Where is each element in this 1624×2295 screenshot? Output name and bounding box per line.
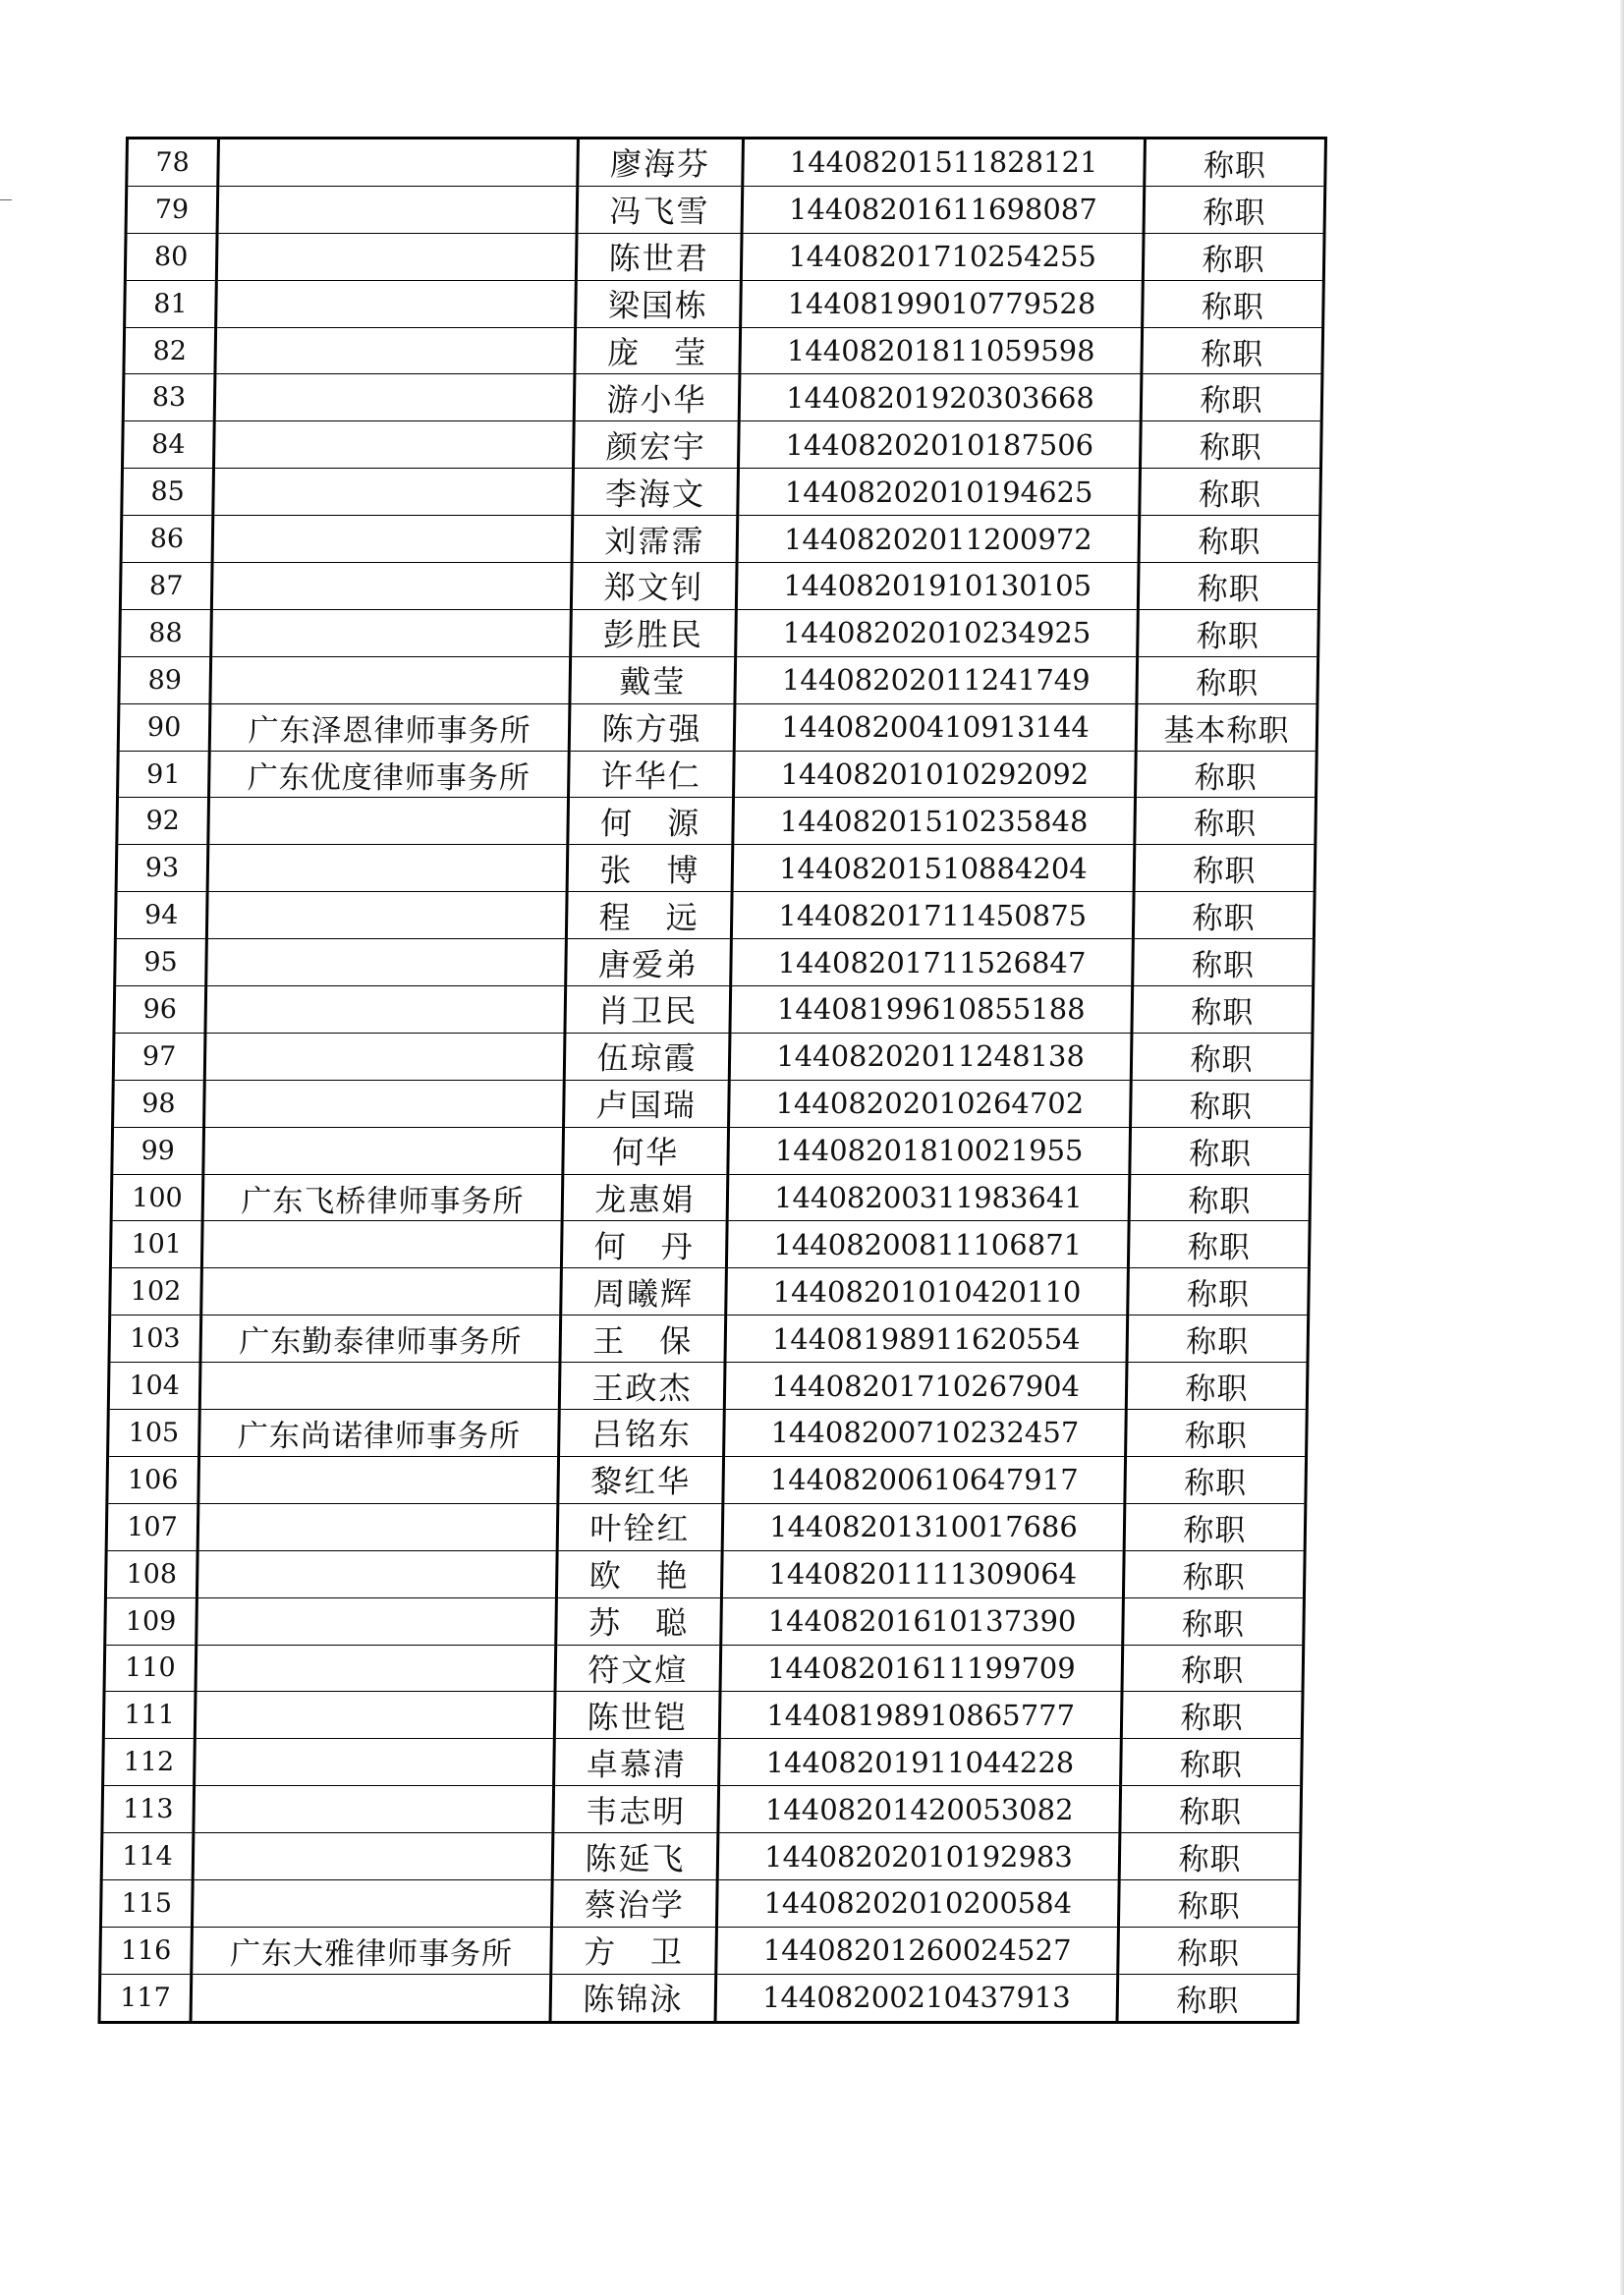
table-row xyxy=(120,563,1319,610)
row-number-cell: 86 xyxy=(121,516,213,563)
lawyer-name-cell: 王政杰 xyxy=(559,1363,725,1410)
table-row xyxy=(124,327,1323,374)
law-firm-cell xyxy=(218,139,579,187)
license-number-cell: 14408201310017686 xyxy=(722,1503,1125,1550)
lawyer-name-cell: 叶铨红 xyxy=(557,1503,723,1550)
table-row xyxy=(119,656,1318,703)
lawyer-name-cell: 陈延飞 xyxy=(552,1833,718,1880)
law-firm-cell: 广东勤泰律师事务所 xyxy=(200,1315,561,1363)
law-firm-cell xyxy=(208,798,569,845)
assessment-result-cell: 称职 xyxy=(1140,469,1321,516)
table-row xyxy=(113,1033,1313,1080)
law-firm-cell xyxy=(192,1879,552,1927)
lawyer-name-cell: 方 卫 xyxy=(551,1927,717,1974)
law-firm-cell xyxy=(191,1974,551,2022)
row-number-cell: 105 xyxy=(108,1410,200,1457)
license-number-cell: 14408202010192983 xyxy=(717,1833,1120,1880)
lawyer-name-cell: 陈锦泳 xyxy=(550,1974,716,2022)
lawyer-name-cell: 何 丹 xyxy=(561,1221,727,1268)
lawyer-name-cell: 欧 艳 xyxy=(556,1550,722,1597)
row-number-cell: 106 xyxy=(107,1456,199,1503)
row-number-cell: 88 xyxy=(120,609,212,656)
lawyer-name-cell: 卓慕清 xyxy=(554,1739,720,1786)
assessment-result-cell: 称职 xyxy=(1118,1927,1300,1974)
lawyer-name-cell: 彭胜民 xyxy=(571,609,737,656)
law-firm-cell xyxy=(217,186,578,233)
table-row xyxy=(122,421,1321,469)
license-number-cell: 14408202010264702 xyxy=(729,1080,1132,1127)
lawyer-name-cell: 许华仁 xyxy=(569,751,735,798)
row-number-cell: 89 xyxy=(119,656,211,703)
license-number-cell: 14408200311983641 xyxy=(727,1174,1130,1221)
lawyer-name-cell: 游小华 xyxy=(574,374,740,421)
lawyer-name-cell: 刘霈霈 xyxy=(572,516,738,563)
table-row xyxy=(115,939,1315,986)
law-firm-cell xyxy=(213,421,574,469)
assessment-result-cell: 称职 xyxy=(1143,233,1324,280)
assessment-result-cell: 称职 xyxy=(1123,1597,1305,1645)
law-firm-cell xyxy=(203,1127,564,1174)
license-number-cell: 14408200610647917 xyxy=(723,1456,1126,1503)
assessment-result-cell: 称职 xyxy=(1125,1456,1307,1503)
lawyer-name-cell: 王 保 xyxy=(560,1315,726,1363)
table-row xyxy=(123,374,1322,421)
table-row xyxy=(106,1503,1306,1550)
table-row xyxy=(115,892,1315,939)
lawyer-name-cell: 韦志明 xyxy=(553,1786,719,1833)
lawyer-name-cell: 李海文 xyxy=(573,469,739,516)
row-number-cell: 95 xyxy=(115,939,207,986)
license-number-cell: 14408202011241749 xyxy=(735,656,1138,703)
lawyer-name-cell: 黎红华 xyxy=(558,1456,724,1503)
lawyer-name-cell: 苏 聪 xyxy=(556,1597,722,1645)
law-firm-cell xyxy=(195,1739,555,1786)
law-firm-cell xyxy=(194,1786,554,1833)
license-number-cell: 14408199010779528 xyxy=(741,280,1144,327)
table-row xyxy=(118,703,1317,751)
assessment-result-cell: 称职 xyxy=(1140,421,1321,469)
lawyer-name-cell: 卢国瑞 xyxy=(564,1080,730,1127)
row-number-cell: 111 xyxy=(103,1692,196,1739)
row-number-cell: 101 xyxy=(110,1221,202,1268)
assessment-result-cell: 称职 xyxy=(1131,1033,1313,1080)
license-number-cell: 14408201810021955 xyxy=(728,1127,1131,1174)
table-row xyxy=(103,1692,1303,1739)
license-number-cell: 14408202010187506 xyxy=(738,421,1141,469)
table-row xyxy=(107,1456,1307,1503)
assessment-result-cell: 称职 xyxy=(1135,798,1316,845)
assessment-result-cell: 称职 xyxy=(1131,1080,1313,1127)
license-number-cell: 14408201710254255 xyxy=(741,233,1144,280)
license-number-cell: 14408201910130105 xyxy=(736,563,1139,610)
row-number-cell: 83 xyxy=(123,374,215,421)
law-firm-cell xyxy=(212,516,573,563)
lawyer-name-cell: 梁国栋 xyxy=(576,280,742,327)
lawyer-name-cell: 庞 莹 xyxy=(575,327,741,374)
row-number-cell: 94 xyxy=(115,892,207,939)
license-number-cell: 14408200710232457 xyxy=(724,1410,1127,1457)
row-number-cell: 99 xyxy=(112,1127,204,1174)
margin-tick-mark xyxy=(0,199,12,200)
license-number-cell: 14408201610137390 xyxy=(721,1597,1124,1645)
lawyer-name-cell: 郑文钊 xyxy=(571,563,737,610)
law-firm-cell xyxy=(201,1221,562,1268)
table-row xyxy=(108,1363,1308,1410)
assessment-result-cell: 称职 xyxy=(1139,516,1320,563)
law-firm-cell xyxy=(196,1550,557,1597)
assessment-result-cell: 称职 xyxy=(1128,1221,1310,1268)
law-firm-cell xyxy=(213,469,574,516)
table-row xyxy=(110,1221,1310,1268)
table-row xyxy=(112,1127,1312,1174)
assessment-result-cell: 称职 xyxy=(1143,280,1324,327)
row-number-cell: 78 xyxy=(127,139,219,187)
law-firm-cell xyxy=(211,609,572,656)
row-number-cell: 85 xyxy=(122,469,214,516)
row-number-cell: 112 xyxy=(103,1739,196,1786)
lawyer-name-cell: 程 远 xyxy=(566,892,732,939)
license-number-cell: 14408201611698087 xyxy=(742,186,1145,233)
lawyer-name-cell: 颜宏宇 xyxy=(573,421,739,469)
license-number-cell: 14408200410913144 xyxy=(734,703,1137,751)
lawyer-name-cell: 陈方强 xyxy=(569,703,735,751)
law-firm-cell xyxy=(197,1503,558,1550)
assessment-result-cell: 称职 xyxy=(1118,1879,1300,1927)
assessment-result-cell: 称职 xyxy=(1133,892,1315,939)
table-row xyxy=(117,798,1316,845)
assessment-result-cell: 称职 xyxy=(1138,563,1319,610)
lawyer-name-cell: 何华 xyxy=(563,1127,729,1174)
assessment-result-cell: 称职 xyxy=(1127,1315,1309,1363)
row-number-cell: 96 xyxy=(114,986,206,1034)
assessment-result-cell: 称职 xyxy=(1136,751,1317,798)
row-number-cell: 87 xyxy=(120,563,212,610)
table-row xyxy=(116,845,1316,892)
license-number-cell: 14408201511828121 xyxy=(743,139,1146,187)
law-firm-cell xyxy=(211,563,572,610)
law-firm-cell xyxy=(196,1597,557,1645)
license-number-cell: 14408201711526847 xyxy=(731,939,1134,986)
law-firm-cell xyxy=(216,280,577,327)
assessment-result-cell: 称职 xyxy=(1145,139,1326,187)
table-row xyxy=(114,986,1314,1034)
license-number-cell: 14408200210437913 xyxy=(715,1974,1118,2022)
table-row xyxy=(125,280,1324,327)
license-number-cell: 14408201510235848 xyxy=(733,798,1136,845)
law-firm-cell xyxy=(214,374,575,421)
lawyer-name-cell: 廖海芬 xyxy=(578,139,744,187)
table-body xyxy=(99,139,1325,2023)
license-number-cell: 14408201920303668 xyxy=(739,374,1142,421)
law-firm-cell xyxy=(193,1833,553,1880)
assessment-result-cell: 称职 xyxy=(1134,845,1316,892)
lawyer-name-cell: 周曦辉 xyxy=(561,1268,727,1315)
lawyer-name-cell: 蔡治学 xyxy=(551,1879,717,1927)
table-row xyxy=(105,1597,1305,1645)
license-number-cell: 14408201010420110 xyxy=(726,1268,1129,1315)
license-number-cell: 14408201260024527 xyxy=(716,1927,1119,1974)
law-firm-cell xyxy=(205,986,566,1034)
assessment-result-cell: 称职 xyxy=(1129,1174,1311,1221)
row-number-cell: 79 xyxy=(126,186,218,233)
scan-edge-shadow xyxy=(1620,0,1624,2295)
assessment-result-cell: 称职 xyxy=(1120,1786,1302,1833)
assessment-result-cell: 称职 xyxy=(1121,1692,1303,1739)
row-number-cell: 93 xyxy=(116,845,208,892)
table-row xyxy=(101,1833,1301,1880)
row-number-cell: 116 xyxy=(100,1927,193,1974)
row-number-cell: 117 xyxy=(99,1974,192,2022)
law-firm-cell xyxy=(198,1456,559,1503)
assessment-result-cell: 称职 xyxy=(1122,1645,1304,1692)
assessment-result-cell: 称职 xyxy=(1117,1974,1299,2022)
row-number-cell: 91 xyxy=(118,751,210,798)
license-number-cell: 14408202010200584 xyxy=(716,1879,1119,1927)
assessment-result-cell: 称职 xyxy=(1128,1268,1310,1315)
row-number-cell: 90 xyxy=(118,703,210,751)
row-number-cell: 109 xyxy=(105,1597,197,1645)
table-row xyxy=(120,609,1319,656)
law-firm-cell: 广东尚诺律师事务所 xyxy=(199,1410,560,1457)
table-row xyxy=(104,1645,1304,1692)
assessment-result-cell: 称职 xyxy=(1121,1739,1303,1786)
row-number-cell: 92 xyxy=(117,798,209,845)
table-row xyxy=(110,1268,1310,1315)
license-number-cell: 14408202010234925 xyxy=(736,609,1139,656)
lawyer-name-cell: 吕铭东 xyxy=(559,1410,725,1457)
table-row xyxy=(100,1879,1300,1927)
table-row xyxy=(105,1550,1305,1597)
license-number-cell: 14408201710267904 xyxy=(724,1363,1127,1410)
lawyer-assessment-table xyxy=(98,137,1327,2024)
license-number-cell: 14408202011248138 xyxy=(729,1033,1132,1080)
lawyer-name-cell: 唐爱弟 xyxy=(566,939,732,986)
table-row xyxy=(118,751,1317,798)
law-firm-cell xyxy=(210,656,571,703)
table-row xyxy=(125,233,1324,280)
license-number-cell: 14408201420053082 xyxy=(718,1786,1121,1833)
lawyer-name-cell: 陈世铠 xyxy=(554,1692,720,1739)
law-firm-cell xyxy=(204,1080,565,1127)
law-firm-cell xyxy=(206,892,567,939)
lawyer-name-cell: 肖卫民 xyxy=(565,986,731,1034)
license-number-cell: 14408202010194625 xyxy=(738,469,1141,516)
row-number-cell: 97 xyxy=(113,1033,205,1080)
row-number-cell: 102 xyxy=(110,1268,202,1315)
license-number-cell: 14408198910865777 xyxy=(719,1692,1122,1739)
row-number-cell: 80 xyxy=(125,233,217,280)
assessment-result-cell: 称职 xyxy=(1126,1363,1308,1410)
table-row xyxy=(111,1174,1311,1221)
law-firm-cell xyxy=(206,939,567,986)
law-firm-cell xyxy=(196,1645,556,1692)
assessment-result-cell: 称职 xyxy=(1130,1127,1312,1174)
law-firm-cell xyxy=(215,327,576,374)
license-number-cell: 14408200811106871 xyxy=(726,1221,1129,1268)
row-number-cell: 98 xyxy=(113,1080,205,1127)
row-number-cell: 104 xyxy=(108,1363,200,1410)
license-number-cell: 14408201911044228 xyxy=(719,1739,1122,1786)
law-firm-cell xyxy=(216,233,577,280)
lawyer-name-cell: 何 源 xyxy=(568,798,734,845)
law-firm-cell: 广东泽恩律师事务所 xyxy=(209,703,570,751)
row-number-cell: 100 xyxy=(111,1174,203,1221)
license-number-cell: 14408202011200972 xyxy=(737,516,1140,563)
table-row xyxy=(121,516,1320,563)
lawyer-name-cell: 陈世君 xyxy=(576,233,742,280)
table-row xyxy=(109,1315,1309,1363)
license-number-cell: 14408201711450875 xyxy=(731,892,1134,939)
license-number-cell: 14408201111309064 xyxy=(721,1550,1124,1597)
row-number-cell: 108 xyxy=(105,1550,197,1597)
law-firm-cell xyxy=(204,1033,565,1080)
row-number-cell: 110 xyxy=(104,1645,196,1692)
row-number-cell: 82 xyxy=(124,327,216,374)
assessment-result-cell: 称职 xyxy=(1144,186,1325,233)
assessment-result-cell: 称职 xyxy=(1124,1503,1306,1550)
table-row xyxy=(103,1739,1303,1786)
law-firm-cell xyxy=(207,845,568,892)
lawyer-name-cell: 龙惠娟 xyxy=(562,1174,728,1221)
assessment-result-cell: 称职 xyxy=(1119,1833,1301,1880)
assessment-result-cell: 称职 xyxy=(1138,609,1319,656)
license-number-cell: 14408198911620554 xyxy=(725,1315,1128,1363)
row-number-cell: 103 xyxy=(109,1315,201,1363)
row-number-cell: 114 xyxy=(101,1833,194,1880)
license-number-cell: 14408201811059598 xyxy=(740,327,1143,374)
assessment-result-cell: 称职 xyxy=(1133,939,1315,986)
lawyer-name-cell: 伍琼霞 xyxy=(564,1033,730,1080)
license-number-cell: 14408201010292092 xyxy=(734,751,1137,798)
table-row xyxy=(122,469,1321,516)
assessment-result-cell: 称职 xyxy=(1137,656,1318,703)
license-number-cell: 14408201611199709 xyxy=(720,1645,1123,1692)
table-row xyxy=(113,1080,1313,1127)
law-firm-cell xyxy=(199,1363,560,1410)
license-number-cell: 14408201510884204 xyxy=(732,845,1135,892)
table-row xyxy=(126,186,1325,233)
row-number-cell: 113 xyxy=(102,1786,195,1833)
law-firm-cell xyxy=(195,1692,555,1739)
lawyer-name-cell: 冯飞雪 xyxy=(577,186,743,233)
lawyer-name-cell: 张 博 xyxy=(567,845,733,892)
row-number-cell: 107 xyxy=(106,1503,198,1550)
table-row xyxy=(99,1974,1299,2022)
lawyer-name-cell: 符文煊 xyxy=(555,1645,721,1692)
law-firm-cell xyxy=(201,1268,562,1315)
table-row xyxy=(100,1927,1300,1974)
assessment-result-cell: 称职 xyxy=(1123,1550,1305,1597)
law-firm-cell: 广东飞桥律师事务所 xyxy=(202,1174,563,1221)
assessment-result-cell: 称职 xyxy=(1142,327,1323,374)
license-number-cell: 14408199610855188 xyxy=(730,986,1133,1034)
assessment-result-cell: 称职 xyxy=(1132,986,1314,1034)
row-number-cell: 81 xyxy=(125,280,217,327)
table-row xyxy=(102,1786,1302,1833)
row-number-cell: 84 xyxy=(122,421,214,469)
row-number-cell: 115 xyxy=(100,1879,193,1927)
table-row xyxy=(108,1410,1308,1457)
lawyer-name-cell: 戴莹 xyxy=(570,656,736,703)
assessment-result-cell: 称职 xyxy=(1141,374,1322,421)
law-firm-cell: 广东优度律师事务所 xyxy=(209,751,570,798)
table-row xyxy=(127,139,1326,187)
assessment-result-cell: 基本称职 xyxy=(1136,703,1317,751)
law-firm-cell: 广东大雅律师事务所 xyxy=(192,1927,552,1974)
assessment-result-cell: 称职 xyxy=(1126,1410,1308,1457)
